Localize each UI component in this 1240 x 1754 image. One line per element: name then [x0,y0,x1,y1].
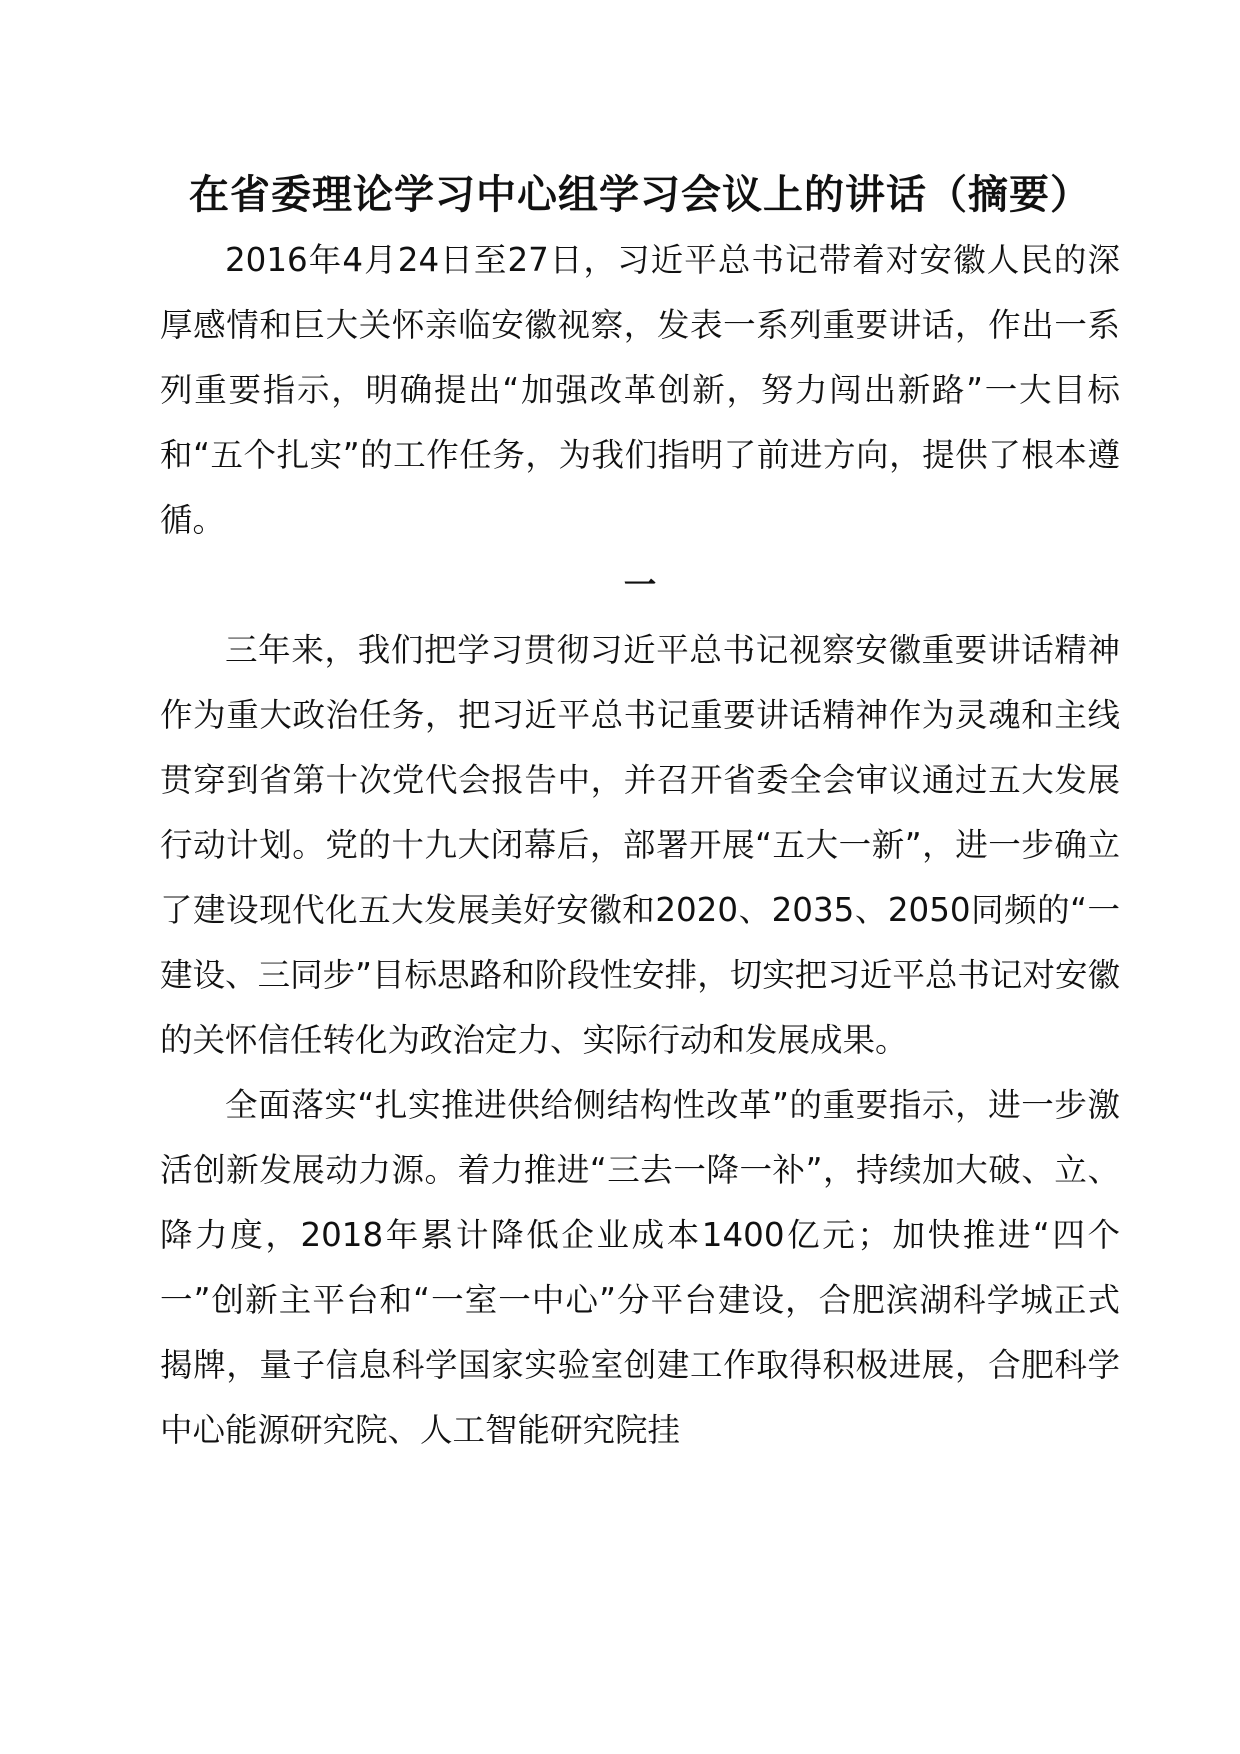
section-number: 一 [623,566,657,604]
document-page [160,163,1120,1463]
body-paragraph: 全面落实“扎实推进供给侧结构性改革”的重要指示，进一步激活创新发展动力源。着力推进“三去一降一补”，持续加大破、立、降力度，2018年累计降低企业成本1400亿元；加快推进“四个一”创新主平台和“一室一中心”分平台建设，合肥滨湖科学城正式揭牌，量子信息科学国家实验室创建工作取得积极进展，合肥科学中心能源研究院、人工智能研究院挂 [160,1086,1120,1449]
body-paragraph: 三年来，我们把学习贯彻习近平总书记视察安徽重要讲话精神作为重大政治任务，把习近平总书记重要讲话精神作为灵魂和主线贯穿到省第十次党代会报告中，并召开省委全会审议通过五大发展行动计划。党的十九大闭幕后，部署开展“五大一新”，进一步确立了建设现代化五大发展美好安徽和2020、2035、2050同频的“一建设、三同步”目标思路和阶段性安排，切实把习近平总书记对安徽的关怀信任转化为政治定力、实际行动和发展成果。 [160,631,1120,1059]
intro-paragraph: 2016年4月24日至27日，习近平总书记带着对安徽人民的深厚感情和巨大关怀亲临安徽视察，发表一系列重要讲话，作出一系列重要指示，明确提出“加强改革创新，努力闯出新路”一大目标和“五个扎实”的工作任务，为我们指明了前进方向，提供了根本遵循。 [160,241,1120,539]
document-title: 在省委理论学习中心组学习会议上的讲话（摘要） [189,172,1091,218]
